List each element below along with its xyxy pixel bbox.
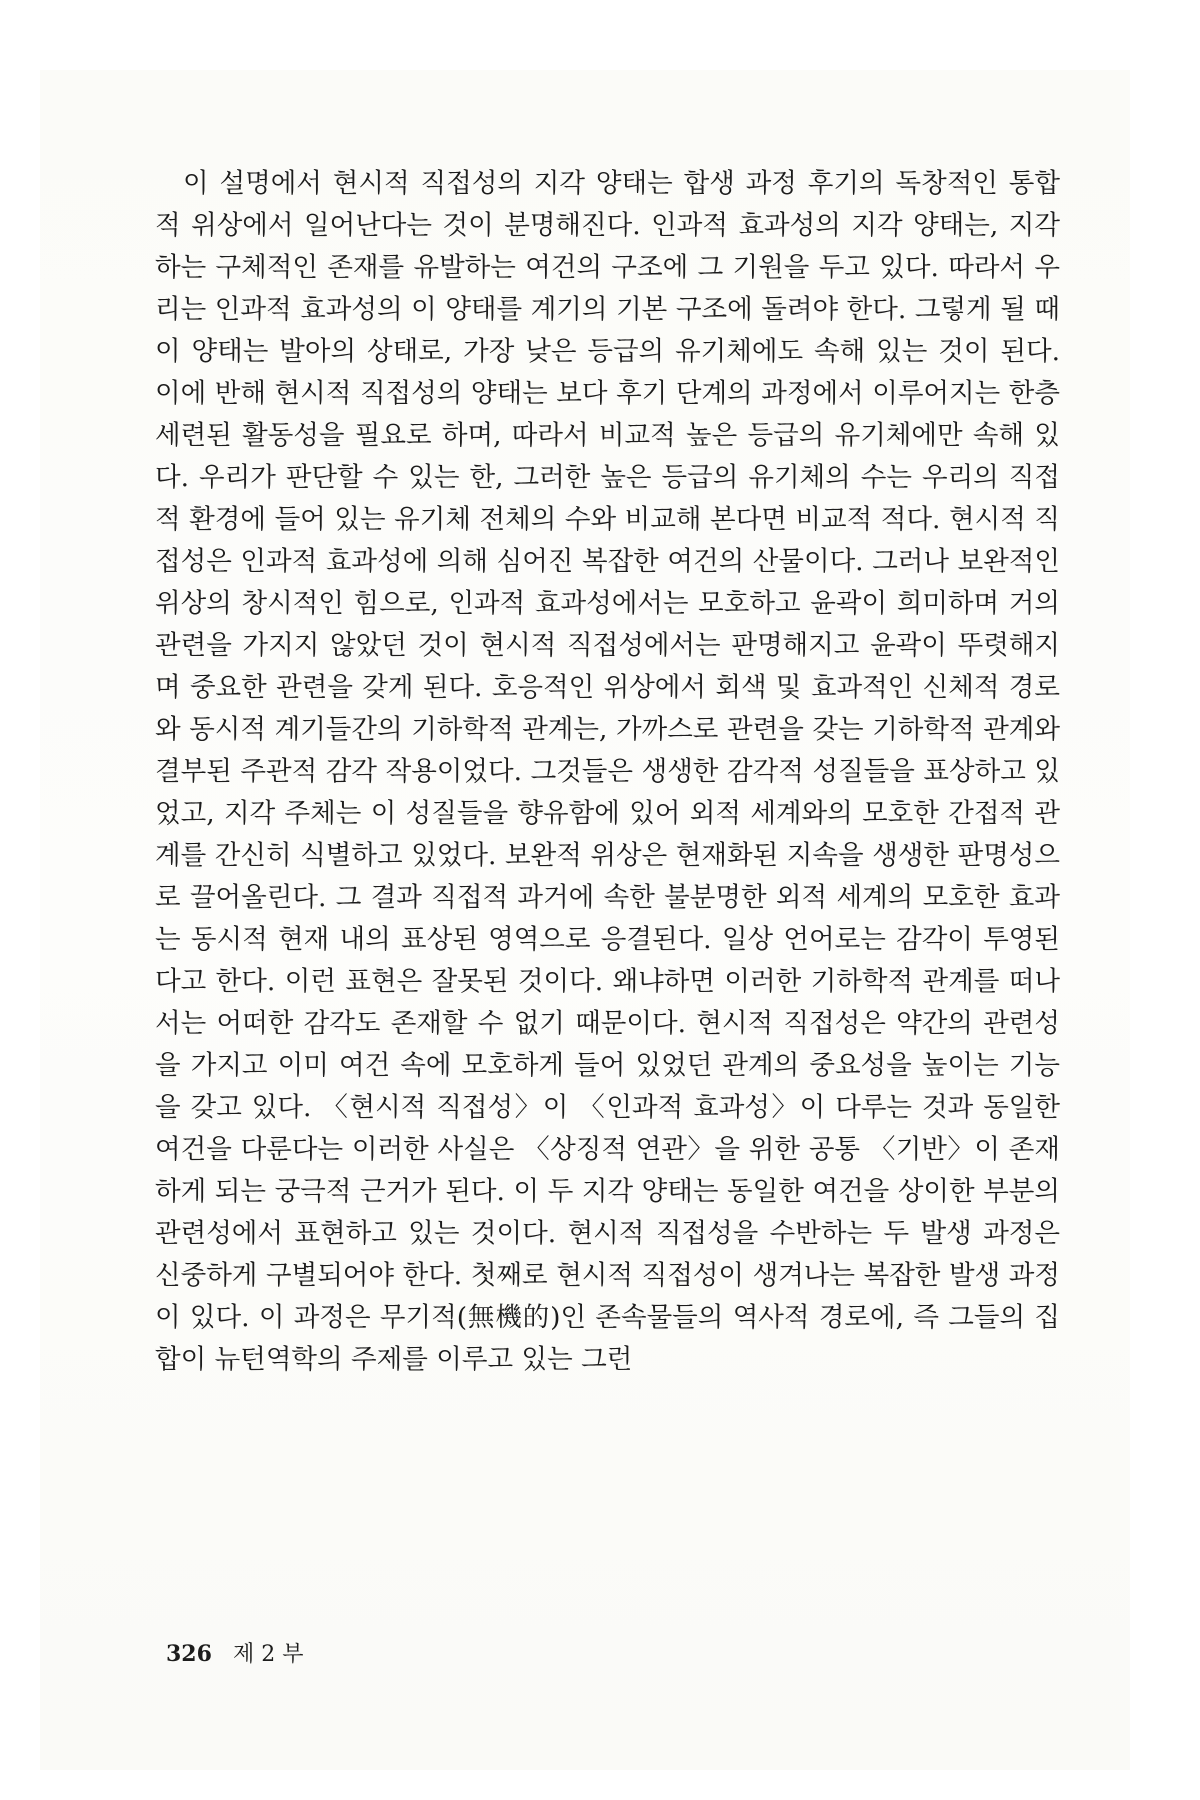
- body-paragraph: 이 설명에서 현시적 직접성의 지각 양태는 합생 과정 후기의 독창적인 통합적 위상에서 일어난다는 것이 분명해진다. 인과적 효과성의 지각 양태는, 지각하는 구체적인 존재를 유발하는 여건의 구조에 그 기원을 두고 있다. 따라서 우리는 인과적 효과성의 이 양태를 계기의 기본 구조에 돌려야 한다. 그렇게 될 때 이 양태는 발아의 상태로, 가장 낮은 등급의 유기체에도 속해 있는 것이 된다. 이에 반해 현시적 직접성의 양태는 보다 후기 단계의 과정에서 이루어지는 한층 세련된 활동성을 필요로 하며, 따라서 비교적 높은 등급의 유기체에만 속해 있다. 우리가 판단할 수 있는 한, 그러한 높은 등급의 유기체의 수는 우리의 직접적 환경에 들어 있는 유기체 전체의 수와 비교해 본다면 비교적 적다. 현시적 직접성은 인과적 효과성에 의해 심어진 복잡한 여건의 산물이다. 그러나 보완적인 위상의 창시적인 힘으로, 인과적 효과성에서는 모호하고 윤곽이 희미하며 거의 관련을 가지지 않았던 것이 현시적 직접성에서는 판명해지고 윤곽이 뚜렷해지며 중요한 관련을 갖게 된다. 호응적인 위상에서 회색 및 효과적인 신체적 경로와 동시적 계기들간의 기하학적 관계는, 가까스로 관련을 갖는 기하학적 관계와 결부된 주관적 감각 작용이었다. 그것들은 생생한 감각적 성질들을 표상하고 있었고, 지각 주체는 이 성질들을 향유함에 있어 외적 세계와의 모호한 간접적 관계를 간신히 식별하고 있었다. 보완적 위상은 현재화된 지속을 생생한 판명성으로 끌어올린다. 그 결과 직접적 과거에 속한 불분명한 외적 세계의 모호한 효과는 동시적 현재 내의 표상된 영역으로 응결된다. 일상 언어로는 감각이 투영된다고 한다. 이런 표현은 잘못된 것이다. 왜냐하면 이러한 기하학적 관계를 떠나서는 어떠한 감각도 존재할 수 없기 때문이다. 현시적 직접성은 약간의 관련성을 가지고 이미 여건 속에 모호하게 들어 있었던 관계의 중요성을 높이는 기능을 갖고 있다. 〈현시적 직접성〉이 〈인과적 효과성〉이 다루는 것과 동일한 여건을 다룬다는 이러한 사실은 〈상징적 연관〉을 위한 공통 〈기반〉이 존재하게 되는 궁극적 근거가 된다. 이 두 지각 양태는 동일한 여건을 상이한 부분의 관련성에서 표현하고 있는 것이다. 현시적 직접성을 수반하는 두 발생 과정은 신중하게 구별되어야 한다. 첫째로 현시적 직접성이 생겨나는 복잡한 발생 과정이 있다. 이 과정은 무기적(無機的)인 존속물들의 역사적 경로에, 즉 그들의 집합이 뉴턴역학의 주제를 이루고 있는 그런: [155, 168, 1060, 1375]
- page-footer: [166, 1637, 304, 1668]
- part-label: 제 2 부: [233, 1642, 304, 1667]
- page-number: 326: [166, 1641, 212, 1667]
